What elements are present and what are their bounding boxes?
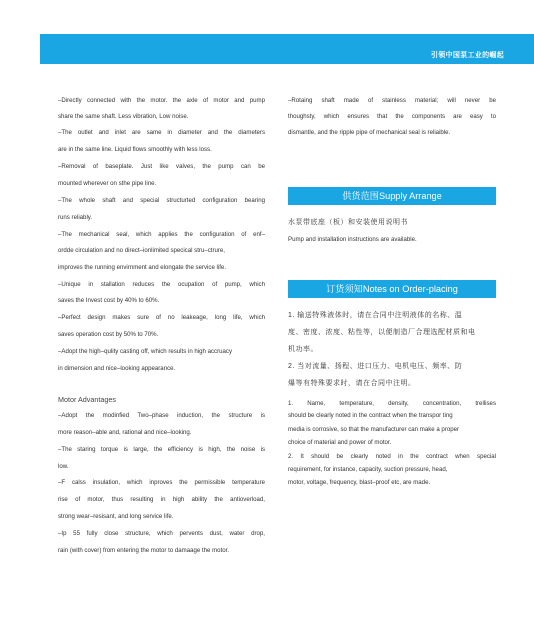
- motor-line: –F calss insulation, which inproves the permissible temperature: [58, 479, 265, 486]
- feature-line: –Unique in stallation reduces the ocupation of pump, which: [58, 281, 265, 288]
- feature-line: –The outlet and inlet are same in diameter and the diameters: [58, 129, 265, 136]
- motor-line: rain (with cover) from entering the motor to damaage the motor.: [58, 547, 230, 554]
- notes-cn-line: 2. 当对流量、扬程、进口压力、电机电压、频率、防: [288, 363, 463, 370]
- feature-line: mounted wherever on sthe pipe line.: [58, 180, 157, 187]
- supply-section-title: 供货范围Supply Arrange: [288, 187, 496, 205]
- notes-en-line: requirement, for instance, capacity, suction pressure, head,: [288, 466, 448, 473]
- header-band: [40, 34, 534, 64]
- feature-line: runs reliably.: [58, 214, 93, 221]
- supply-text-cn: 水泵带底座（板）和安装使用说明书: [288, 219, 408, 226]
- motor-line: more reason–able and, rational and nice–looking.: [58, 429, 192, 436]
- intro-line: –Rotaing shaft made of stainless material; will never be: [288, 97, 496, 104]
- feature-line: –Directly connected with the motor. the axle of motor and pump: [58, 97, 265, 104]
- notes-en-line: should be clearly noted in the contract when the transpor ting: [288, 412, 453, 419]
- notes-cn-line: 1. 输送特殊液体时，请在合同中注明液体的名称、温: [288, 312, 463, 319]
- notes-en-line: 1. Name, temperature, density, concentration, trellises: [288, 400, 496, 407]
- notes-cn-line: 爆等有特殊要求时，请在合同中注明。: [288, 380, 416, 387]
- feature-line: saves operation cost by 50% to 70%.: [58, 331, 159, 338]
- motor-line: –Adopt the modinfied Two–phase induction, the structure is: [58, 412, 265, 419]
- feature-line: –Perfect design makes sure of no leakeage, long life, which: [58, 314, 265, 321]
- notes-en-line: media is corrosive, so that the manufacturer can make a proper: [288, 426, 460, 433]
- motor-line: low.: [58, 463, 69, 470]
- feature-line: –The whole shaft and special structurted configuration bearing: [58, 197, 265, 204]
- feature-line: –The mechanical seal, which applies the configuration of enf–: [58, 231, 265, 238]
- feature-line: –Adopt the high–qulity casting off, which results in high accruacy: [58, 348, 232, 355]
- feature-line: share the same shaft. Less vibration, Low noise.: [58, 113, 189, 120]
- notes-section-title: 订货须知Notes on Order-placing: [288, 280, 496, 298]
- feature-line: in dimension and nice–looking appearance.: [58, 365, 176, 372]
- intro-line: thoughsty, which ensures that the components are easy to: [288, 113, 496, 120]
- notes-en-line: motor, voltage, frequency, blast–proof etc, are made.: [288, 479, 431, 486]
- header-slogan: 引领中国泵工业的崛起: [431, 52, 504, 59]
- motor-line: strong wear–resisant, and long service life.: [58, 513, 174, 520]
- notes-cn-line: 机功率。: [288, 346, 318, 353]
- notes-en-line: 2. It should be clearly noted in the contract when special: [288, 453, 496, 460]
- intro-line: dismantle, and the ripple pipe of mechanical seal is reliaible.: [288, 129, 451, 136]
- motor-line: –The staring torque is large, the efficiency is high, the noise is: [58, 446, 265, 453]
- feature-line: improves the running envirnment and elongate the service life.: [58, 264, 227, 271]
- feature-line: saves the Invest cost by 40% to 60%.: [58, 297, 160, 304]
- supply-text-en: Pump and installation instructions are available.: [288, 236, 417, 243]
- feature-line: are in the same line. Liquid flows smoothly with less loss.: [58, 146, 212, 153]
- motor-line: rise of motor, thus resulting in high ability the antioverload,: [58, 496, 265, 503]
- motor-advantages-title: Motor Advantages: [58, 395, 116, 404]
- notes-en-line: choice of material and power of motor.: [288, 439, 392, 446]
- notes-cn-line: 度、密度、浓度、粘性等，以便制造厂合理选配材质和电: [288, 329, 476, 336]
- feature-line: ordde circulation and no direct–ionlimited specical stru–ctrure,: [58, 247, 225, 254]
- motor-line: –Ip 55 fully close structure, which pervents dust, water drop,: [58, 530, 265, 537]
- feature-line: –Removal of baseplate. Just like valves, the pump can be: [58, 163, 265, 170]
